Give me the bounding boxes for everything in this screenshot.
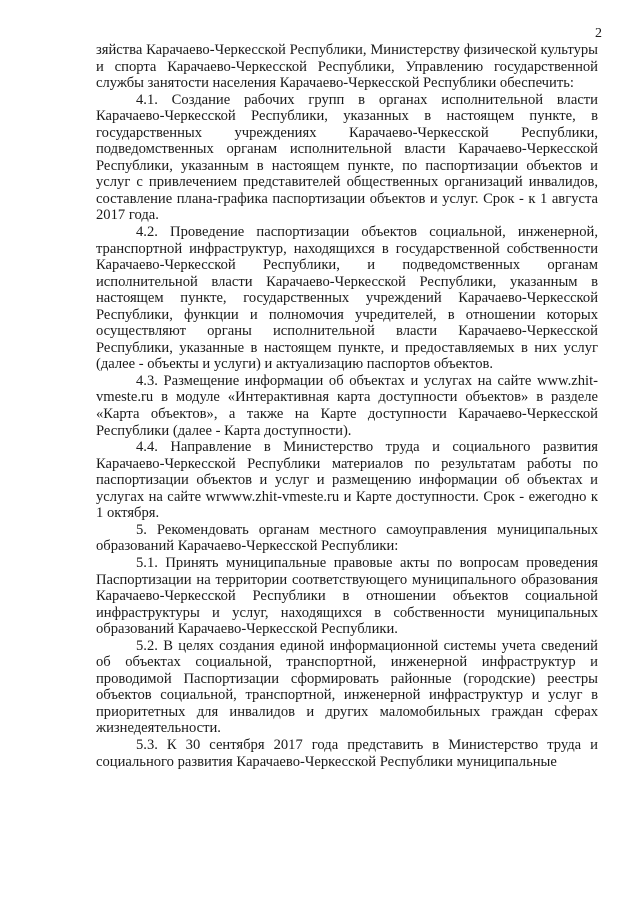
page-number: 2 — [595, 26, 602, 41]
paragraph-continuation: зяйства Карачаево-Черкесской Республики, Министерству физической культуры и спорта Карачаево-Черкесской Республики, Управлению государственной службы занятости населения Карачаево-Черкесской Республики обеспечить: — [96, 42, 598, 92]
paragraph-5-1: 5.1. Принять муниципальные правовые акты по вопросам проведения Паспортизации на территории соответствующего муниципального образования Карачаево-Черкесской Республики в отношении объектов социальной инфраструктуры и услуг, находящихся в собственности муниципальных образований Карачаево-Черкесской Республики. — [96, 554, 598, 638]
paragraph-5-2: 5.2. В целях создания единой информационной системы учета сведений об объектах социальной, транспортной, инженерной инфраструктур и проводимой Паспортизации сформировать районные (городские) реестры объектов социальной, транспортной, инженерной инфраструктур и услуг в приоритетных для инвалидов и других маломобильных граждан сферах жизнедеятельности. — [96, 637, 598, 737]
paragraph-4-1: 4.1. Создание рабочих групп в органах исполнительной власти Карачаево-Черкесской Республики, указанных в настоящем пункте, в государственных учреждениях Карачаево-Черкесской Республики, подведомственных органам исполнительной власти Карачаево-Черкесской Республики, указанным в настоящем пункте, по паспортизации объектов и услуг с привлечением представителей общественных организаций инвалидов, составление плана-графика паспортизации объектов и услуг. Срок - к 1 августа 2017 года. — [96, 91, 598, 224]
paragraph-5: 5. Рекомендовать органам местного самоуправления муниципальных образований Карачаево-Черкесской Республики: — [96, 521, 598, 555]
paragraph-4-3: 4.3. Размещение информации об объектах и услугах на сайте www.zhit-vmeste.ru в модуле «Интерактивная карта доступности объектов» в разделе «Карта объектов», а также на Карте доступности Карачаево-Черкесской Республики (далее - Карта доступности). — [96, 372, 598, 439]
paragraph-4-2: 4.2. Проведение паспортизации объектов социальной, инженерной, транспортной инфраструктур, находящихся в государственной собственности Карачаево-Черкесской Республики, и подведомственных органам исполнительной власти Карачаево-Черкесской Республики, указанным в настоящем пункте, государственных учреждений Карачаево-Черкесской Республики, функции и полномочия учредителей, в отношении которых осуществляют органы исполнительной власти Карачаево-Черкесской Республики, указанные в настоящем пункте, и предоставляемых в них услуг (далее - объекты и услуги) и актуализацию паспортов объектов. — [96, 224, 598, 373]
paragraph-5-3: 5.3. К 30 сентября 2017 года представить в Министерство труда и социального развития Карачаево-Черкесской Республики муниципальные — [96, 736, 598, 770]
document-body — [96, 42, 598, 770]
paragraph-4-4: 4.4. Направление в Министерство труда и социального развития Карачаево-Черкесской Республики материалов по результатам работы по паспортизации объектов и услуг и размещению информации об объектах и услугах на сайте wrwww.zhit-vmeste.ru и Карте доступности. Срок - ежегодно к 1 октября. — [96, 439, 598, 522]
